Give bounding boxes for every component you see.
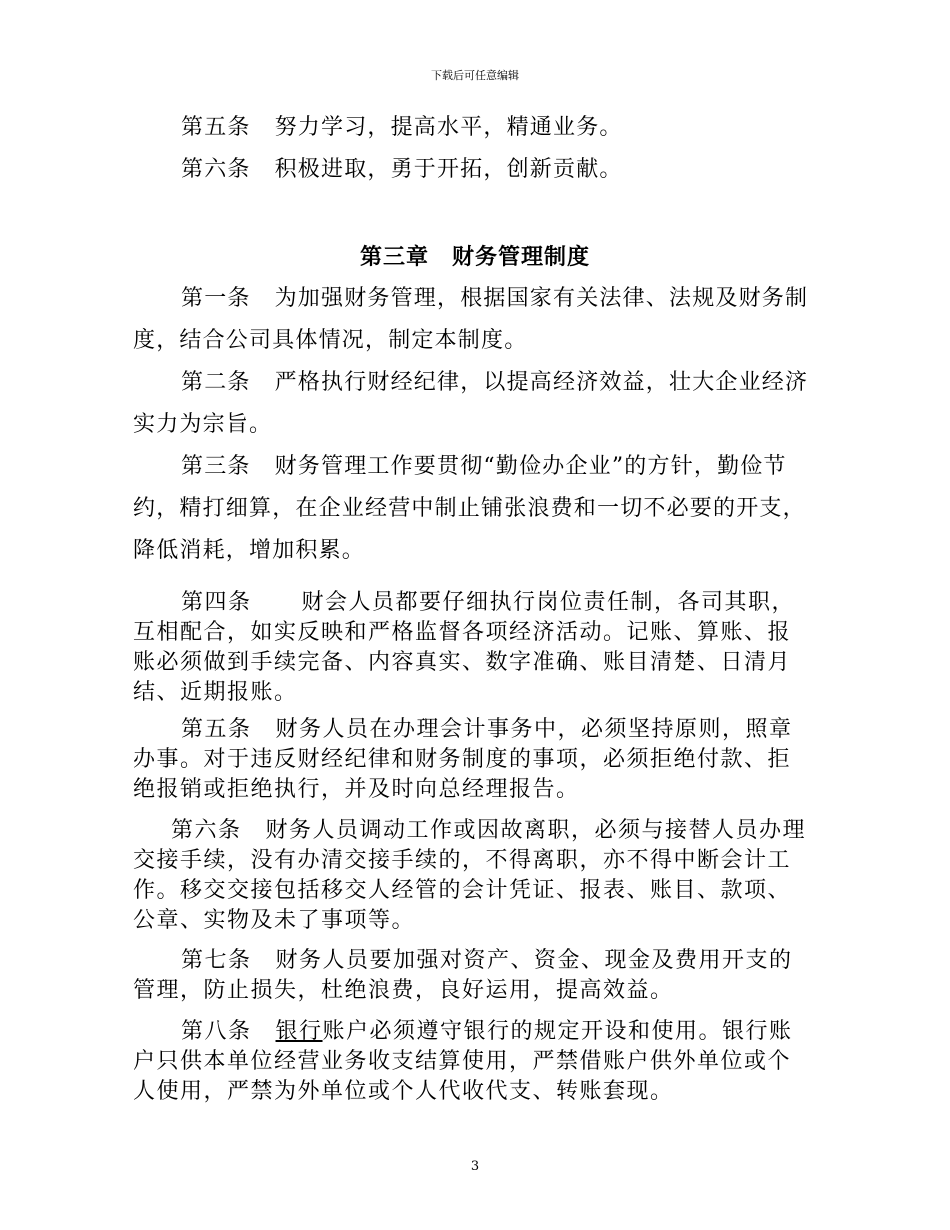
article-number: 第五条: [181, 717, 252, 742]
article-text: 财务人员要加强对资产、资金、现金及费用开支的管理，防止损失，杜绝浪费，良好运用，提高效益。: [133, 948, 793, 1003]
article-number: 第八条: [181, 1019, 252, 1044]
article-number: 第六条: [181, 157, 251, 182]
article-text: 为加强财务管理，根据国家有关法律、法规及财务制度，结合公司具体情况，制定本制度。: [133, 286, 809, 353]
underlined-term: 银行: [275, 1019, 323, 1044]
article-6: [133, 816, 813, 936]
article-number: 第一条: [181, 286, 251, 311]
article-prev-6: [133, 149, 813, 191]
article-number: 第二条: [181, 370, 251, 395]
page-number: 3: [470, 1159, 480, 1174]
article-8: [133, 1017, 813, 1107]
article-5: [133, 715, 813, 805]
article-text: 严格执行财经纪律，以提高经济效益，壮大企业经济实力为宗旨。: [133, 370, 809, 437]
article-text: 财会人员都要仔细执行岗位责任制，各司其职，互相配合，如实反映和严格监督各项经济活动。记账、算账、报账必须做到手续完备、内容真实、数字准确、账目清楚、日清月结、近期报账。: [133, 590, 796, 705]
article-2: [133, 362, 813, 446]
article-text: 财务人员在办理会计事务中，必须坚持原则，照章办事。对于违反财经纪律和财务制度的事项，必须拒绝付款、拒绝报销或拒绝执行，并及时向总经理报告。: [133, 717, 793, 802]
article-7: [133, 946, 813, 1006]
article-prev-5: [133, 107, 813, 149]
page-header: 下载后可任意编辑: [431, 69, 519, 82]
article-number: 第六条: [171, 818, 242, 843]
article-4: [133, 588, 813, 708]
article-text: 积极进取，勇于开拓，创新贡献。: [274, 157, 623, 182]
article-number: 第三条: [181, 454, 251, 479]
article-3: [133, 446, 813, 572]
article-number: 第五条: [181, 115, 251, 140]
chapter-title: 第三章 财务管理制度: [359, 244, 590, 270]
article-1: [133, 278, 813, 362]
article-number: 第四条: [181, 590, 252, 615]
article-text: 财务管理工作要贯彻“勤俭办企业”的方针，勤俭节约，精打细算，在企业经营中制止铺张浪费和一切不必要的开支，降低消耗，增加积累。: [133, 454, 806, 563]
article-text: 财务人员调动工作或因故离职，必须与接替人员办理交接手续，没有办清交接手续的，不得离职，亦不得中断会计工作。移交交接包括移交人经管的会计凭证、报表、账目、款项、公章、实物及未了事项等。: [133, 818, 807, 933]
article-text: 努力学习，提高水平，精通业务。: [274, 115, 623, 140]
article-number: 第七条: [181, 948, 252, 973]
article-text: 账户必须遵守银行的规定开设和使用。银行账户只供本单位经营业务收支结算使用，严禁借账户供外单位或个人使用，严禁为外单位或个人代收代支、转账套现。: [133, 1019, 793, 1104]
